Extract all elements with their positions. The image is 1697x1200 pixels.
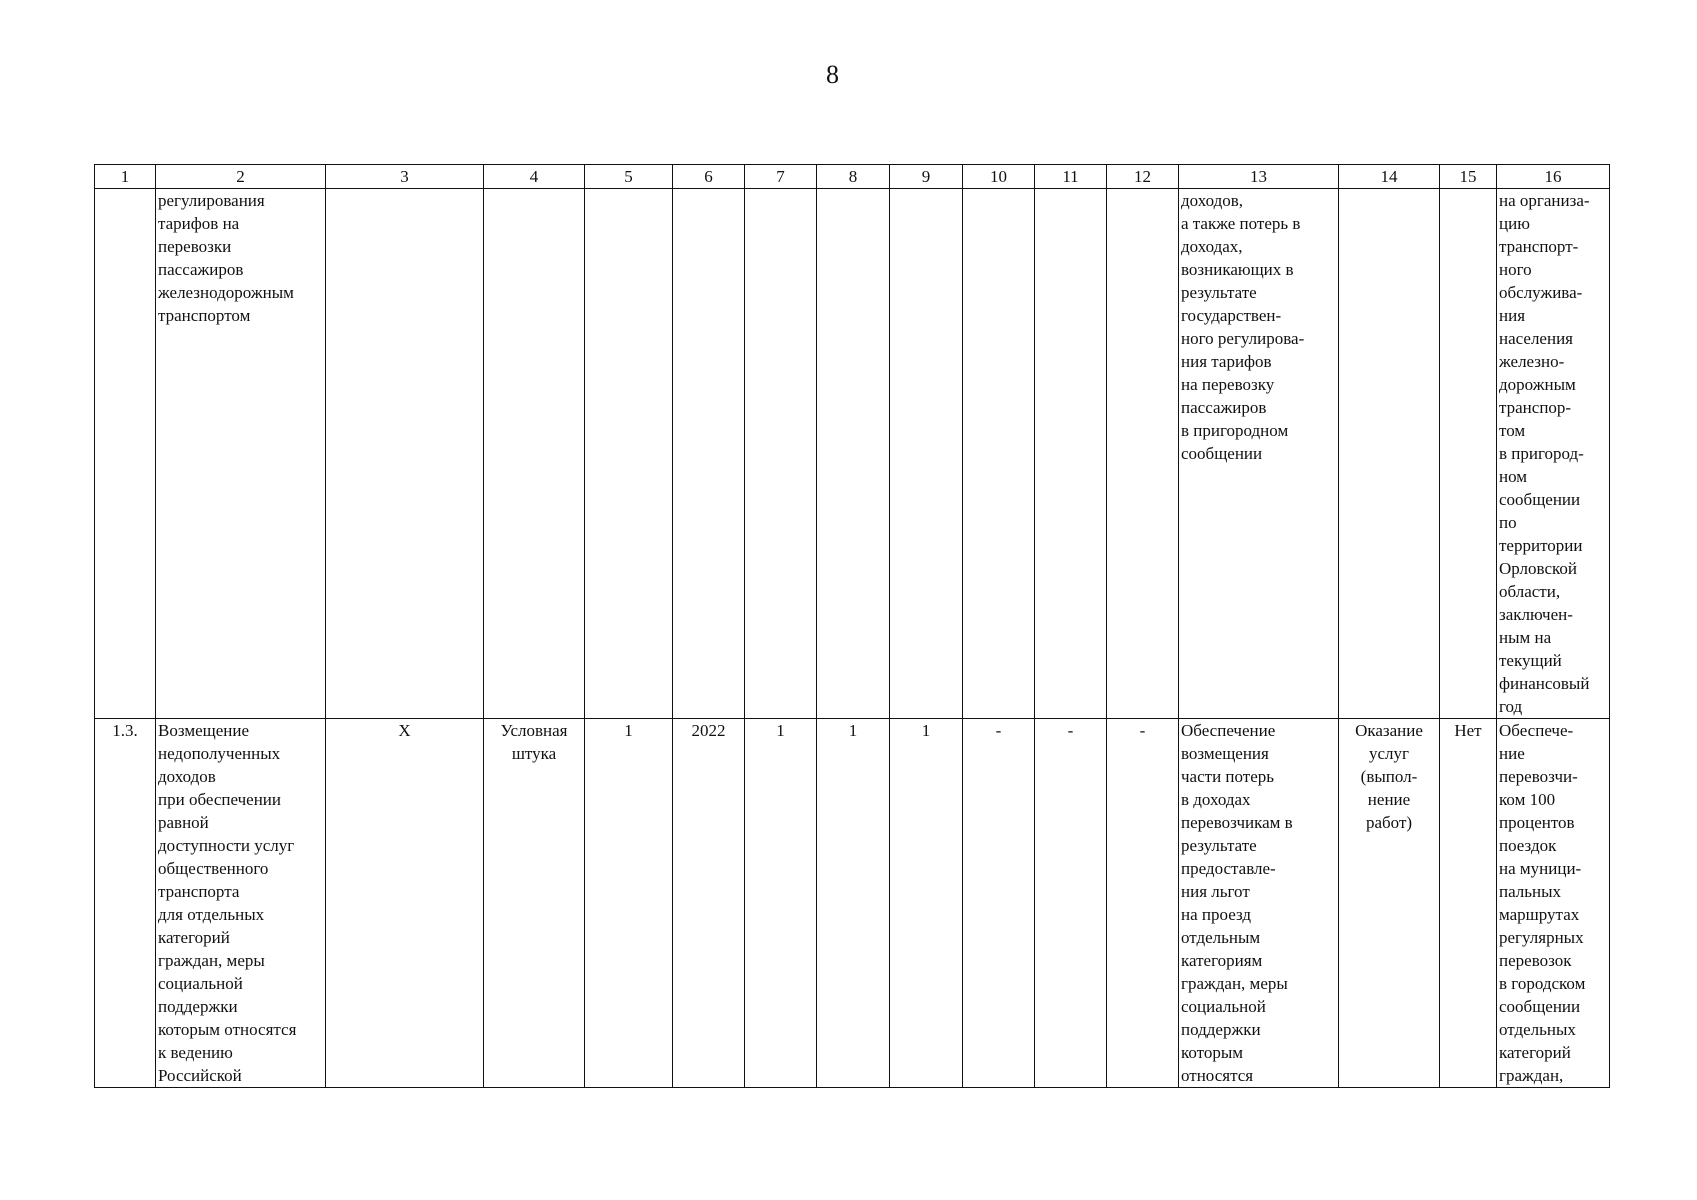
table-row-1-3 [95,719,1610,1088]
header-cell: 14 [1339,165,1440,189]
cell-number [95,189,156,719]
cell-number: 1.3. [95,719,156,1088]
header-cell: 16 [1497,165,1610,189]
header-cell: 2 [156,165,326,189]
cell-col12: - [1107,719,1179,1088]
header-cell: 3 [326,165,484,189]
cell-col14 [1339,189,1440,719]
header-cell: 1 [95,165,156,189]
table-row-continued [95,189,1610,719]
page-number: 8 [826,60,839,89]
header-cell: 5 [585,165,673,189]
cell-col10: - [963,719,1035,1088]
header-cell: 15 [1440,165,1497,189]
header-cell: 12 [1107,165,1179,189]
cell-col13: доходов, а также потерь в доходах, возникающих в результате государствен- ного регулирова- ния тарифов на перевозку пассажиров в пригородном сообщении [1179,189,1339,719]
cell-col6 [673,189,745,719]
cell-col16: на организа- цию транспорт- ного обслужива- ния населения железно- дорожным транспор- том в пригород- ном сообщении по территории Орловской области, заключен- ным на текущий финансовый год [1497,189,1610,719]
cell-col6: 2022 [673,719,745,1088]
cell-col5: 1 [585,719,673,1088]
cell-name: Возмещение недополученных доходов при обеспечении равной доступности услуг общественного транспорта для отдельных категорий граждан, меры социальной поддержки которым относятся к ведению Российской [156,719,326,1088]
cell-col11: - [1035,719,1107,1088]
data-table [94,164,1610,1088]
cell-col15: Нет [1440,719,1497,1088]
cell-col5 [585,189,673,719]
cell-col4: Условная штука [484,719,585,1088]
cell-col4 [484,189,585,719]
cell-col9 [890,189,963,719]
header-cell: 13 [1179,165,1339,189]
cell-col3 [326,189,484,719]
cell-col3: Х [326,719,484,1088]
cell-col14: Оказание услуг (выпол- нение работ) [1339,719,1440,1088]
cell-col7: 1 [745,719,817,1088]
cell-col10 [963,189,1035,719]
header-cell: 4 [484,165,585,189]
cell-col9: 1 [890,719,963,1088]
cell-name: регулирования тарифов на перевозки пассажиров железнодорожным транспортом [156,189,326,719]
cell-col12 [1107,189,1179,719]
header-row [95,165,1610,189]
cell-col13: Обеспечение возмещения части потерь в доходах перевозчикам в результате предоставле- ния льгот на проезд отдельным категориям граждан, меры социальной поддержки которым относятся [1179,719,1339,1088]
header-cell: 10 [963,165,1035,189]
header-cell: 8 [817,165,890,189]
header-cell: 11 [1035,165,1107,189]
header-cell: 7 [745,165,817,189]
cell-col7 [745,189,817,719]
cell-col16: Обеспече- ние перевозчи- ком 100 процентов поездок на муници- пальных маршрутах регулярных перевозок в городском сообщении отдельных категорий граждан, [1497,719,1610,1088]
cell-col11 [1035,189,1107,719]
cell-col15 [1440,189,1497,719]
header-cell: 9 [890,165,963,189]
cell-col8 [817,189,890,719]
header-cell: 6 [673,165,745,189]
cell-col8: 1 [817,719,890,1088]
